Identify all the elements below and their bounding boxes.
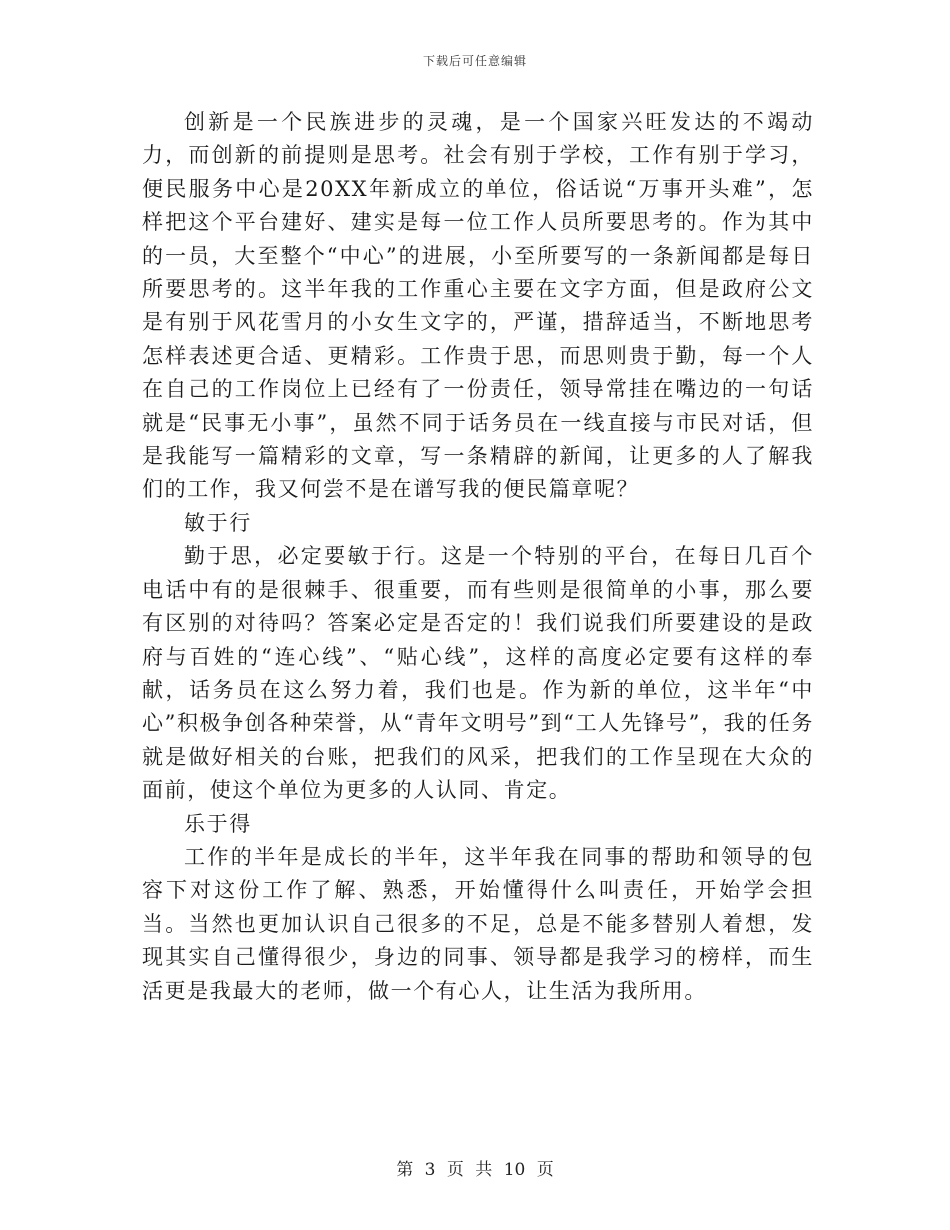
page-number-footer: 第 3 页 共 10 页 [396, 1160, 554, 1180]
page-header: 下载后可任意编辑 [422, 54, 527, 68]
section-heading-le-yu-de: 乐于得 [184, 811, 252, 836]
paragraph-innovation: 创新是一个民族进步的灵魂，是一个国家兴旺发达的不竭动力，而创新的前提则是思考。社会有别于学校，工作有别于学习，便民服务中心是20XX年新成立的单位，俗话说“万事开头难”，怎样把这个平台建好、建实是每一位工作人员所要思考的。作为其中的一员，大至整个“中心”的进展，小至所要写的一条新闻都是每日所要思考的。这半年我的工作重心主要在文字方面，但是政府公文是有别于风花雪月的小女生文字的，严谨，措辞适当，不断地思考怎样表述更合适、更精彩。工作贵于思，而思则贵于勤，每一个人在自己的工作岗位上已经有了一份责任，领导常挂在嘴边的一句话就是“民事无小事”，虽然不同于话务员在一线直接与市民对话，但是我能写一篇精彩的文章，写一条精辟的新闻，让更多的人了解我们的工作，我又何尝不是在谱写我的便民篇章呢？ [142, 110, 814, 502]
paragraph-growth: 工作的半年是成长的半年，这半年我在同事的帮助和领导的包容下对这份工作了解、熟悉，开始懂得什么叫责任，开始学会担当。当然也更加认识自己很多的不足，总是不能多替别人着想，发现其实自己懂得很少，身边的同事、领导都是我学习的榜样，而生活更是我最大的老师，做一个有心人，让生活为我所用。 [142, 844, 814, 1003]
document-body [142, 106, 814, 1008]
section-heading-min-yu-xing: 敏于行 [184, 510, 252, 535]
paragraph-action: 勤于思，必定要敏于行。这是一个特别的平台，在每日几百个电话中有的是很棘手、很重要，而有些则是很简单的小事，那么要有区别的对待吗？答案必定是否定的！我们说我们所要建设的是政府与百姓的“连心线”、“贴心线”，这样的高度必定要有这样的奉献，话务员在这么努力着，我们也是。作为新的单位，这半年“中心”积极争创各种荣誉，从“青年文明号”到“工人先锋号”，我的任务就是做好相关的台账，把我们的风采，把我们的工作呈现在大众的面前，使这个单位为更多的人认同、肯定。 [142, 544, 814, 803]
